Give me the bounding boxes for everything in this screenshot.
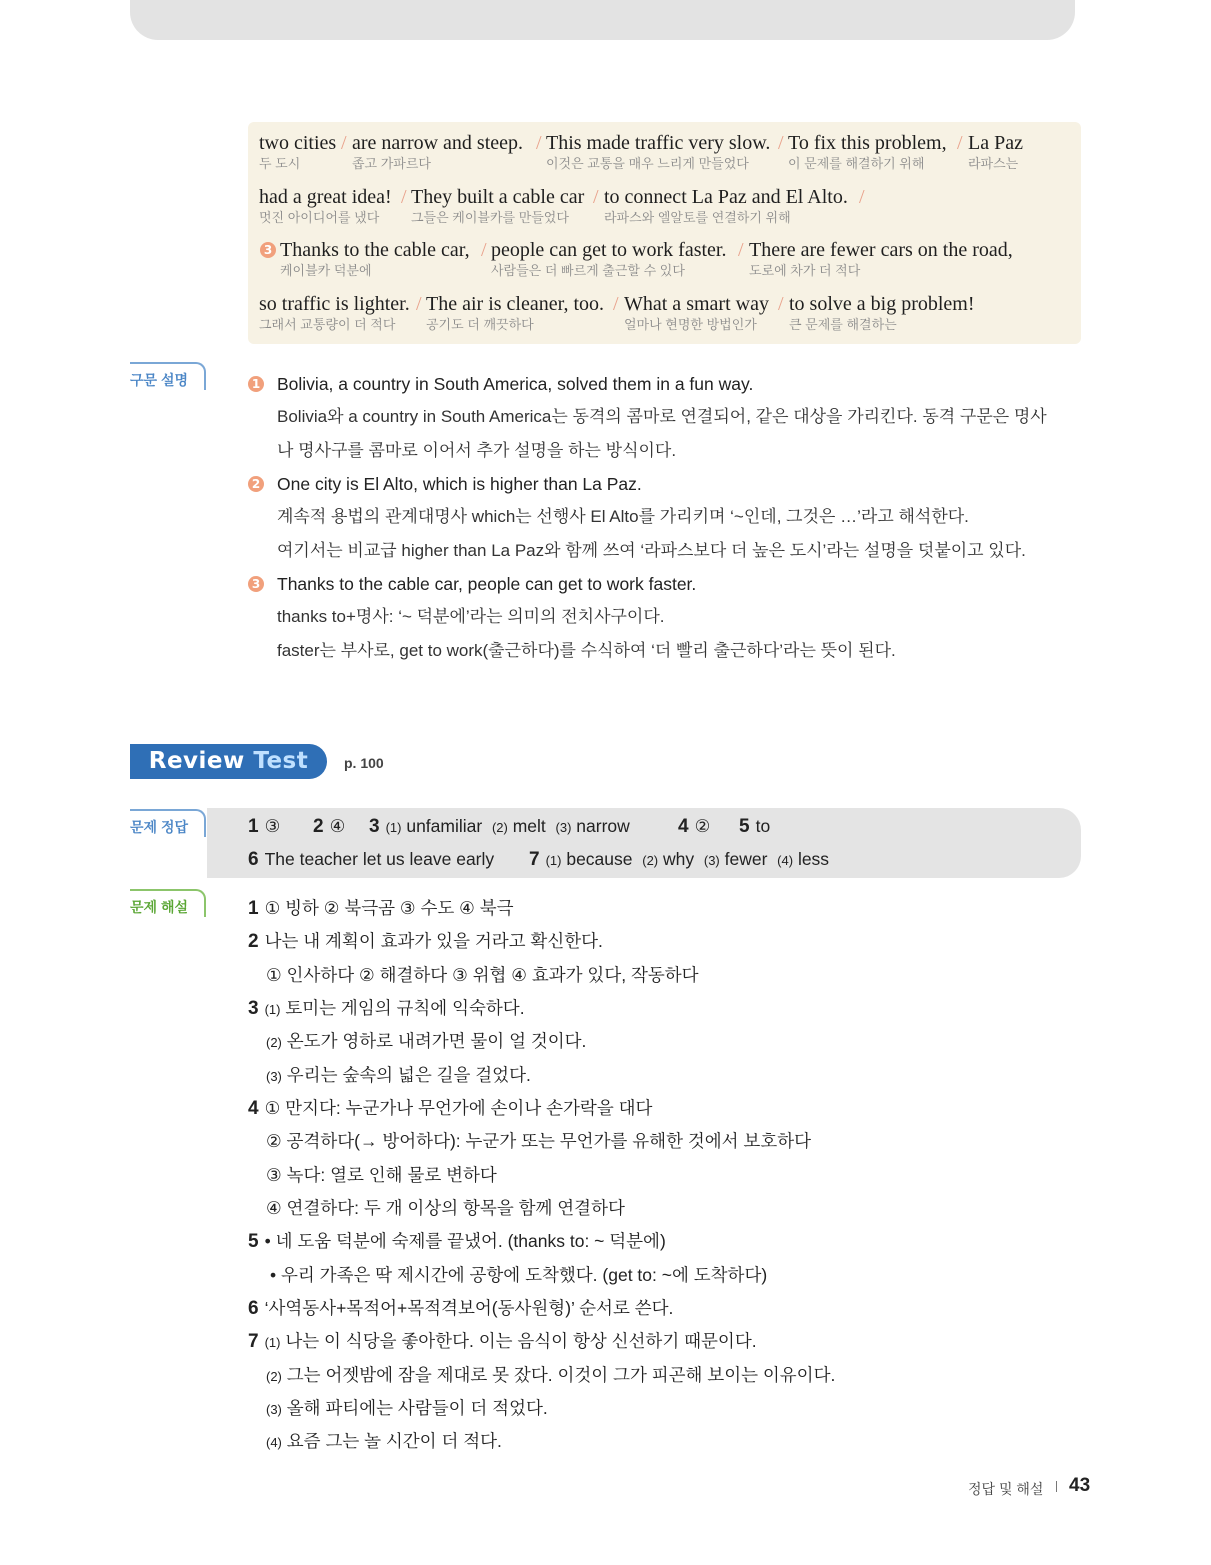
reading-chunk: [604, 185, 848, 227]
answer-text: to: [755, 816, 771, 836]
chunk-korean: 도로에 차가 더 적다: [749, 263, 861, 278]
chunk-english: There are fewer cars on the road,: [749, 239, 1013, 261]
solution-text: • 네 도움 덕분에 숙제를 끝냈어. (thanks to: ~ 덕분에): [264, 1231, 666, 1251]
solution-line: [248, 1230, 666, 1253]
chunk-korean: 그래서 교통량이 더 적다: [259, 317, 396, 332]
answer-text: The teacher let us leave early: [264, 849, 495, 869]
reading-chunk: [491, 238, 726, 280]
answer-text: why: [663, 849, 695, 869]
sub-label: (3): [555, 820, 572, 835]
sub-label: (1): [385, 820, 402, 835]
sub-label: (2): [266, 1369, 282, 1384]
solution-text: 나는 이 식당을 좋아한다. 이는 음식이 항상 신선하기 때문이다.: [285, 1331, 757, 1351]
chunk-english: This made traffic very slow.: [546, 132, 771, 154]
solution-line: [248, 1097, 652, 1120]
solution-text: 올해 파티에는 사람들이 더 적었다.: [286, 1398, 548, 1418]
sub-label: (3): [266, 1402, 282, 1417]
answer-number: 4: [678, 816, 689, 837]
tab-label: 구문 설명: [130, 372, 188, 388]
answer-7: [529, 848, 829, 872]
sentence-marker-3: 3: [260, 242, 276, 258]
solution-text: 요즘 그는 놀 시간이 더 적다.: [286, 1431, 502, 1451]
chunk-korean: 사람들은 더 빠르게 출근할 수 있다: [491, 263, 685, 278]
chunk-korean: 좁고 가파르다: [352, 156, 431, 171]
chunk-divider: /: [859, 186, 865, 208]
chunk-korean: 얼마나 현명한 방법인가: [624, 317, 757, 332]
chunk-divider: /: [341, 132, 347, 154]
review-title-b: Test: [253, 748, 309, 774]
answer-6: [248, 848, 494, 871]
solution-text: ① 만지다: 누군가나 무언가에 손이나 손가락을 대다: [264, 1098, 653, 1118]
chunk-divider: /: [593, 186, 599, 208]
syntax-sentence: One city is El Alto, which is higher than La Paz.: [277, 474, 642, 494]
answer-number: 2: [313, 816, 324, 837]
solution-text: ① 빙하 ② 북극곰 ③ 수도 ④ 북극: [264, 898, 514, 918]
chunk-korean: 멋진 아이디어를 냈다: [259, 210, 380, 225]
solution-number: 5: [248, 1231, 259, 1252]
tab-answers: [130, 809, 206, 837]
number-marker: 2: [248, 476, 264, 492]
syntax-sentence: Bolivia, a country in South America, solved them in a fun way.: [277, 374, 754, 394]
solution-line: [266, 1064, 531, 1088]
answer-number: 1: [248, 816, 259, 837]
sub-label: (3): [703, 853, 720, 868]
answer-text: because: [566, 849, 633, 869]
answer-text: narrow: [576, 816, 630, 836]
tab-label: 문제 정답: [130, 819, 188, 835]
solution-text: 토미는 게임의 규칙에 익숙하다.: [285, 998, 525, 1018]
answer-text: ②: [694, 816, 711, 836]
solution-number: 2: [248, 931, 259, 952]
review-title-a: Review: [148, 748, 245, 774]
footer-section-label: 정답 및 해설: [968, 1481, 1044, 1497]
chunk-english: to connect La Paz and El Alto.: [604, 186, 848, 208]
answer-4: [678, 815, 710, 838]
sub-label: (1): [264, 1335, 281, 1350]
solution-line: [266, 964, 699, 986]
solution-line: [266, 1164, 497, 1186]
solution-number: 4: [248, 1098, 259, 1119]
solution-number: 3: [248, 998, 259, 1019]
chunk-korean: 케이블카 덕분에: [280, 263, 372, 278]
solution-line: [266, 1130, 811, 1152]
number-marker: 1: [248, 376, 264, 392]
chunk-english: two cities: [259, 132, 337, 154]
chunk-divider: /: [481, 239, 487, 261]
solution-text: ① 인사하다 ② 해결하다 ③ 위협 ④ 효과가 있다, 작동하다: [266, 965, 699, 985]
solution-line: [248, 997, 525, 1021]
reading-chunk: [280, 238, 470, 280]
chunk-divider: /: [957, 132, 963, 154]
answer-text: ④: [329, 816, 346, 836]
solution-text: 그는 어젯밤에 잠을 제대로 못 잤다. 이것이 그가 피곤해 보이는 이유이다.: [286, 1365, 836, 1385]
tab-explanations: [130, 889, 206, 917]
sub-label: (1): [545, 853, 562, 868]
tab-syntax-explanation: [130, 362, 206, 390]
reading-chunk: [259, 185, 392, 227]
chunk-korean: 이 문제를 해결하기 위해: [788, 156, 925, 171]
answer-5: [739, 815, 770, 838]
review-test-heading: [130, 744, 327, 779]
chunk-english: La Paz: [968, 132, 1023, 154]
syntax-note: 여기서는 비교급 higher than La Paz와 함께 쓰여 ‘라파스보다 더 높은 도시’라는 설명을 덧붙이고 있다.: [277, 541, 1026, 560]
chunk-korean: 공기도 더 깨끗하다: [426, 317, 534, 332]
solution-text: ③ 녹다: 열로 인해 물로 변하다: [266, 1165, 497, 1185]
solution-line: [248, 897, 514, 920]
solution-text: 나는 내 계획이 효과가 있을 거라고 확신한다.: [264, 931, 603, 951]
chunk-divider: /: [613, 293, 619, 315]
reading-chunk: [968, 131, 1023, 173]
reading-chunk: [789, 292, 975, 334]
chunk-english: They built a cable car: [411, 186, 585, 208]
chunk-english: so traffic is lighter.: [259, 293, 410, 315]
sub-label: (4): [777, 853, 794, 868]
solution-number: 1: [248, 898, 259, 919]
solution-number: 6: [248, 1298, 259, 1319]
reading-chunk: [546, 131, 770, 173]
syntax-note: 나 명사구를 콤마로 이어서 추가 설명을 하는 방식이다.: [277, 441, 677, 460]
solution-line: [266, 1030, 586, 1054]
syntax-item-3: [248, 573, 696, 595]
solution-line: [266, 1430, 502, 1454]
answer-number: 7: [529, 849, 540, 870]
chunk-english: Thanks to the cable car,: [280, 239, 470, 261]
solution-line: [248, 1297, 673, 1320]
answer-text: unfamiliar: [406, 816, 483, 836]
solution-line: [248, 1330, 757, 1354]
solution-line: [270, 1264, 767, 1286]
top-band: [130, 0, 1075, 40]
chunk-korean: 두 도시: [259, 156, 301, 171]
solution-text: 우리는 숲속의 넓은 길을 걸었다.: [286, 1065, 531, 1085]
chunk-korean: 라파스는: [968, 156, 1019, 171]
solution-line: [266, 1197, 625, 1219]
chunk-english: to solve a big problem!: [789, 293, 975, 315]
answer-3: [369, 815, 630, 839]
number-marker: 3: [248, 576, 264, 592]
chunk-divider: /: [778, 293, 784, 315]
chunk-english: What a smart way: [624, 293, 769, 315]
reading-box: [248, 122, 1081, 344]
sub-label: (2): [491, 820, 508, 835]
chunk-divider: /: [738, 239, 744, 261]
chunk-english: The air is cleaner, too.: [426, 293, 605, 315]
solution-line: [266, 1364, 835, 1388]
chunk-divider: /: [536, 132, 542, 154]
answer-number: 6: [248, 849, 259, 870]
chunk-english: had a great idea!: [259, 186, 392, 208]
syntax-sentence: Thanks to the cable car, people can get to work faster.: [277, 574, 697, 594]
syntax-note: 계속적 용법의 관계대명사 which는 선행사 El Alto를 가리키며 ‘~인데, 그것은 …’라고 해석한다.: [277, 507, 969, 526]
chunk-korean: 라파스와 엘알토를 연결하기 위해: [604, 210, 791, 225]
sub-label: (2): [266, 1035, 282, 1050]
solution-text: ④ 연결하다: 두 개 이상의 항목을 함께 연결하다: [266, 1198, 625, 1218]
chunk-english: people can get to work faster.: [491, 239, 727, 261]
answer-1: [248, 815, 280, 838]
reading-chunk: [749, 238, 1013, 280]
reading-chunk: [259, 131, 336, 173]
footer-divider: [1056, 1481, 1057, 1492]
answer-text: melt: [512, 816, 546, 836]
solution-line: [266, 1397, 548, 1421]
answer-2: [313, 815, 345, 838]
sub-label: (1): [264, 1002, 281, 1017]
solution-text: • 우리 가족은 딱 제시간에 공항에 도착했다. (get to: ~에 도착하다): [270, 1265, 768, 1285]
reading-chunk: [624, 292, 769, 334]
chunk-divider: /: [778, 132, 784, 154]
syntax-note: faster는 부사로, get to work(출근하다)를 수식하여 ‘더 빨리 출근하다’라는 뜻이 된다.: [277, 641, 896, 660]
syntax-item-2: [248, 473, 642, 495]
reading-chunk: [259, 292, 410, 334]
answer-number: 5: [739, 816, 750, 837]
answer-text: less: [797, 849, 830, 869]
page-reference: p. 100: [344, 755, 384, 771]
chunk-english: To fix this problem,: [788, 132, 947, 154]
answer-text: fewer: [724, 849, 768, 869]
chunk-korean: 그들은 케이블카를 만들었다: [411, 210, 569, 225]
reading-chunk: [411, 185, 584, 227]
chunk-english: are narrow and steep.: [352, 132, 524, 154]
sub-label: (2): [642, 853, 659, 868]
syntax-note: Bolivia와 a country in South America는 동격의 콤마로 연결되어, 같은 대상을 가리킨다. 동격 구문은 명사: [277, 407, 1047, 426]
chunk-divider: /: [401, 186, 407, 208]
solution-line: [248, 930, 603, 953]
reading-chunk: [352, 131, 523, 173]
reading-chunk: [426, 292, 604, 334]
solution-text: 온도가 영하로 내려가면 물이 얼 것이다.: [286, 1031, 587, 1051]
answer-text: ③: [264, 816, 281, 836]
reading-chunk: [788, 131, 947, 173]
chunk-divider: /: [416, 293, 422, 315]
chunk-korean: 이것은 교통을 매우 느리게 만들었다: [546, 156, 749, 171]
tab-label: 문제 해설: [130, 899, 188, 915]
answer-number: 3: [369, 816, 380, 837]
chunk-korean: 큰 문제를 해결하는: [789, 317, 897, 332]
syntax-item-1: [248, 373, 753, 395]
solution-number: 7: [248, 1331, 259, 1352]
sub-label: (4): [266, 1435, 282, 1450]
solution-text: ② 공격하다(→ 방어하다): 누군가 또는 무언가를 유해한 것에서 보호하다: [266, 1131, 812, 1151]
syntax-note: thanks to+명사: ‘~ 덕분에’라는 의미의 전치사구이다.: [277, 607, 665, 626]
sub-label: (3): [266, 1069, 282, 1084]
page-number: 43: [1069, 1475, 1091, 1496]
solution-text: ‘사역동사+목적어+목적격보어(동사원형)’ 순서로 쓴다.: [264, 1298, 674, 1318]
